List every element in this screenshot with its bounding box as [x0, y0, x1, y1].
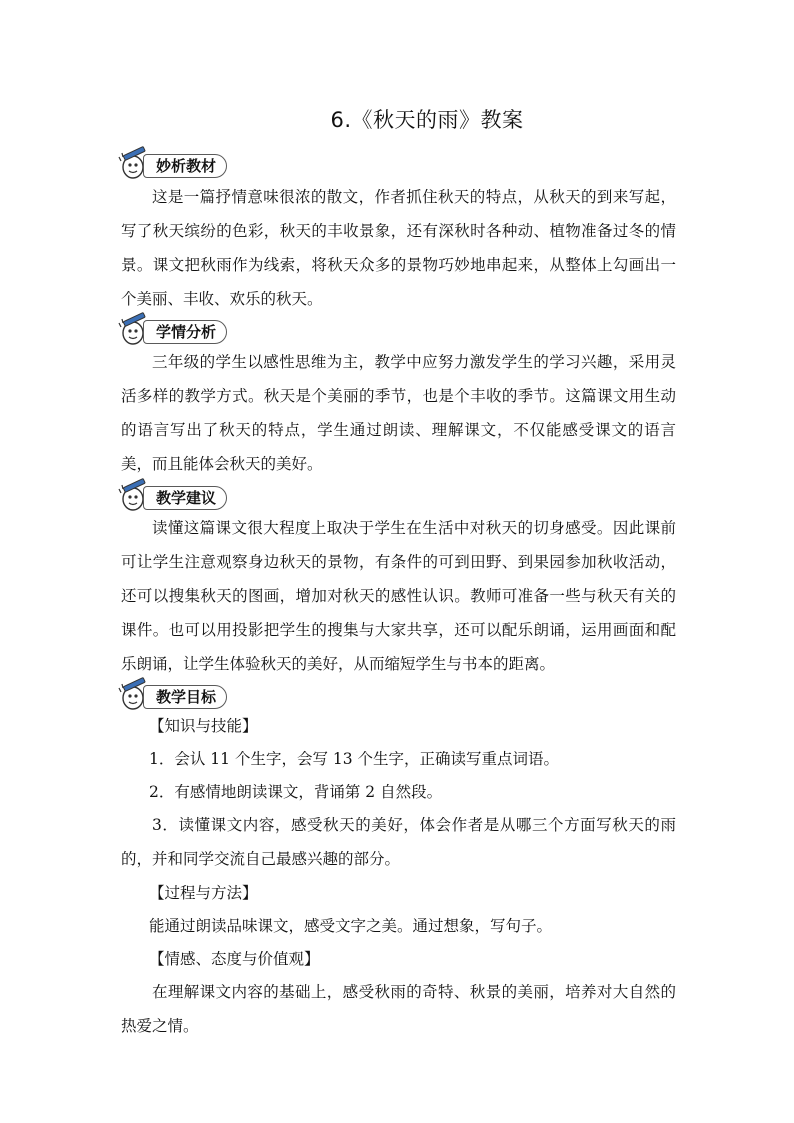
goal-item: 2．有感情地朗读课文，背诵第 2 自然段。 [149, 783, 443, 801]
section-paragraph: 三年级的学生以感性思维为主，教学中应努力激发学生的学习兴趣，采用灵活多样的教学方式。秋天是个美丽的季节，也是个丰收的季节。这篇课文用生动的语言写出了秋天的特点，学生通过朗读、理解课文，不仅能感受课文的语言美，而且能体会秋天的美好。 [121, 353, 676, 473]
section-paragraph: 这是一篇抒情意味很浓的散文，作者抓住秋天的特点，从秋天的到来写起，写了秋天缤纷的色彩，秋天的丰收景象，还有深秋时各种动、植物准备过冬的情景。课文把秋雨作为线索，将秋天众多的景物巧妙地串起来，从整体上勾画出一个美丽、丰收、欢乐的秋天。 [121, 188, 676, 308]
goal-item: 1．会认 11 个生字，会写 13 个生字，正确读写重点词语。 [149, 750, 560, 768]
goal-subheading-emotion: 【情感、态度与价值观】 [149, 950, 320, 968]
section-heading-analysis [117, 145, 267, 181]
section-heading-label: 妙析教材 [143, 154, 227, 178]
section-heading-goals [117, 676, 267, 712]
section-heading-label: 学情分析 [143, 320, 227, 344]
goal-item: 3．读懂课文内容，感受秋天的美好，体会作者是从哪三个方面写秋天的雨的，并和同学交流自己最感兴趣的部分。 [121, 816, 676, 868]
goal-subheading-process: 【过程与方法】 [149, 884, 258, 902]
section-heading-suggestions [117, 477, 267, 513]
goal-subheading-knowledge: 【知识与技能】 [149, 717, 258, 735]
goal-text: 在理解课文内容的基础上，感受秋雨的奇特、秋景的美丽，培养对大自然的热爱之情。 [121, 983, 676, 1035]
section-heading-label: 教学目标 [143, 685, 227, 709]
section-paragraph: 读懂这篇课文很大程度上取决于学生在生活中对秋天的切身感受。因此课前可让学生注意观察身边秋天的景物，有条件的可到田野、到果园参加秋收活动，还可以搜集秋天的图画，增加对秋天的感性认识。教师可准备一些与秋天有关的课件。也可以用投影把学生的搜集与大家共享，还可以配乐朗诵，运用画面和配乐朗诵，让学生体验秋天的美好，从而缩短学生与书本的距离。 [121, 519, 676, 673]
goal-text: 能通过朗读品味课文，感受文字之美。通过想象，写句子。 [149, 917, 553, 935]
section-heading-label: 教学建议 [143, 486, 227, 510]
page-title: 6.《秋天的雨》教案 [330, 108, 524, 132]
section-heading-students [117, 311, 267, 347]
